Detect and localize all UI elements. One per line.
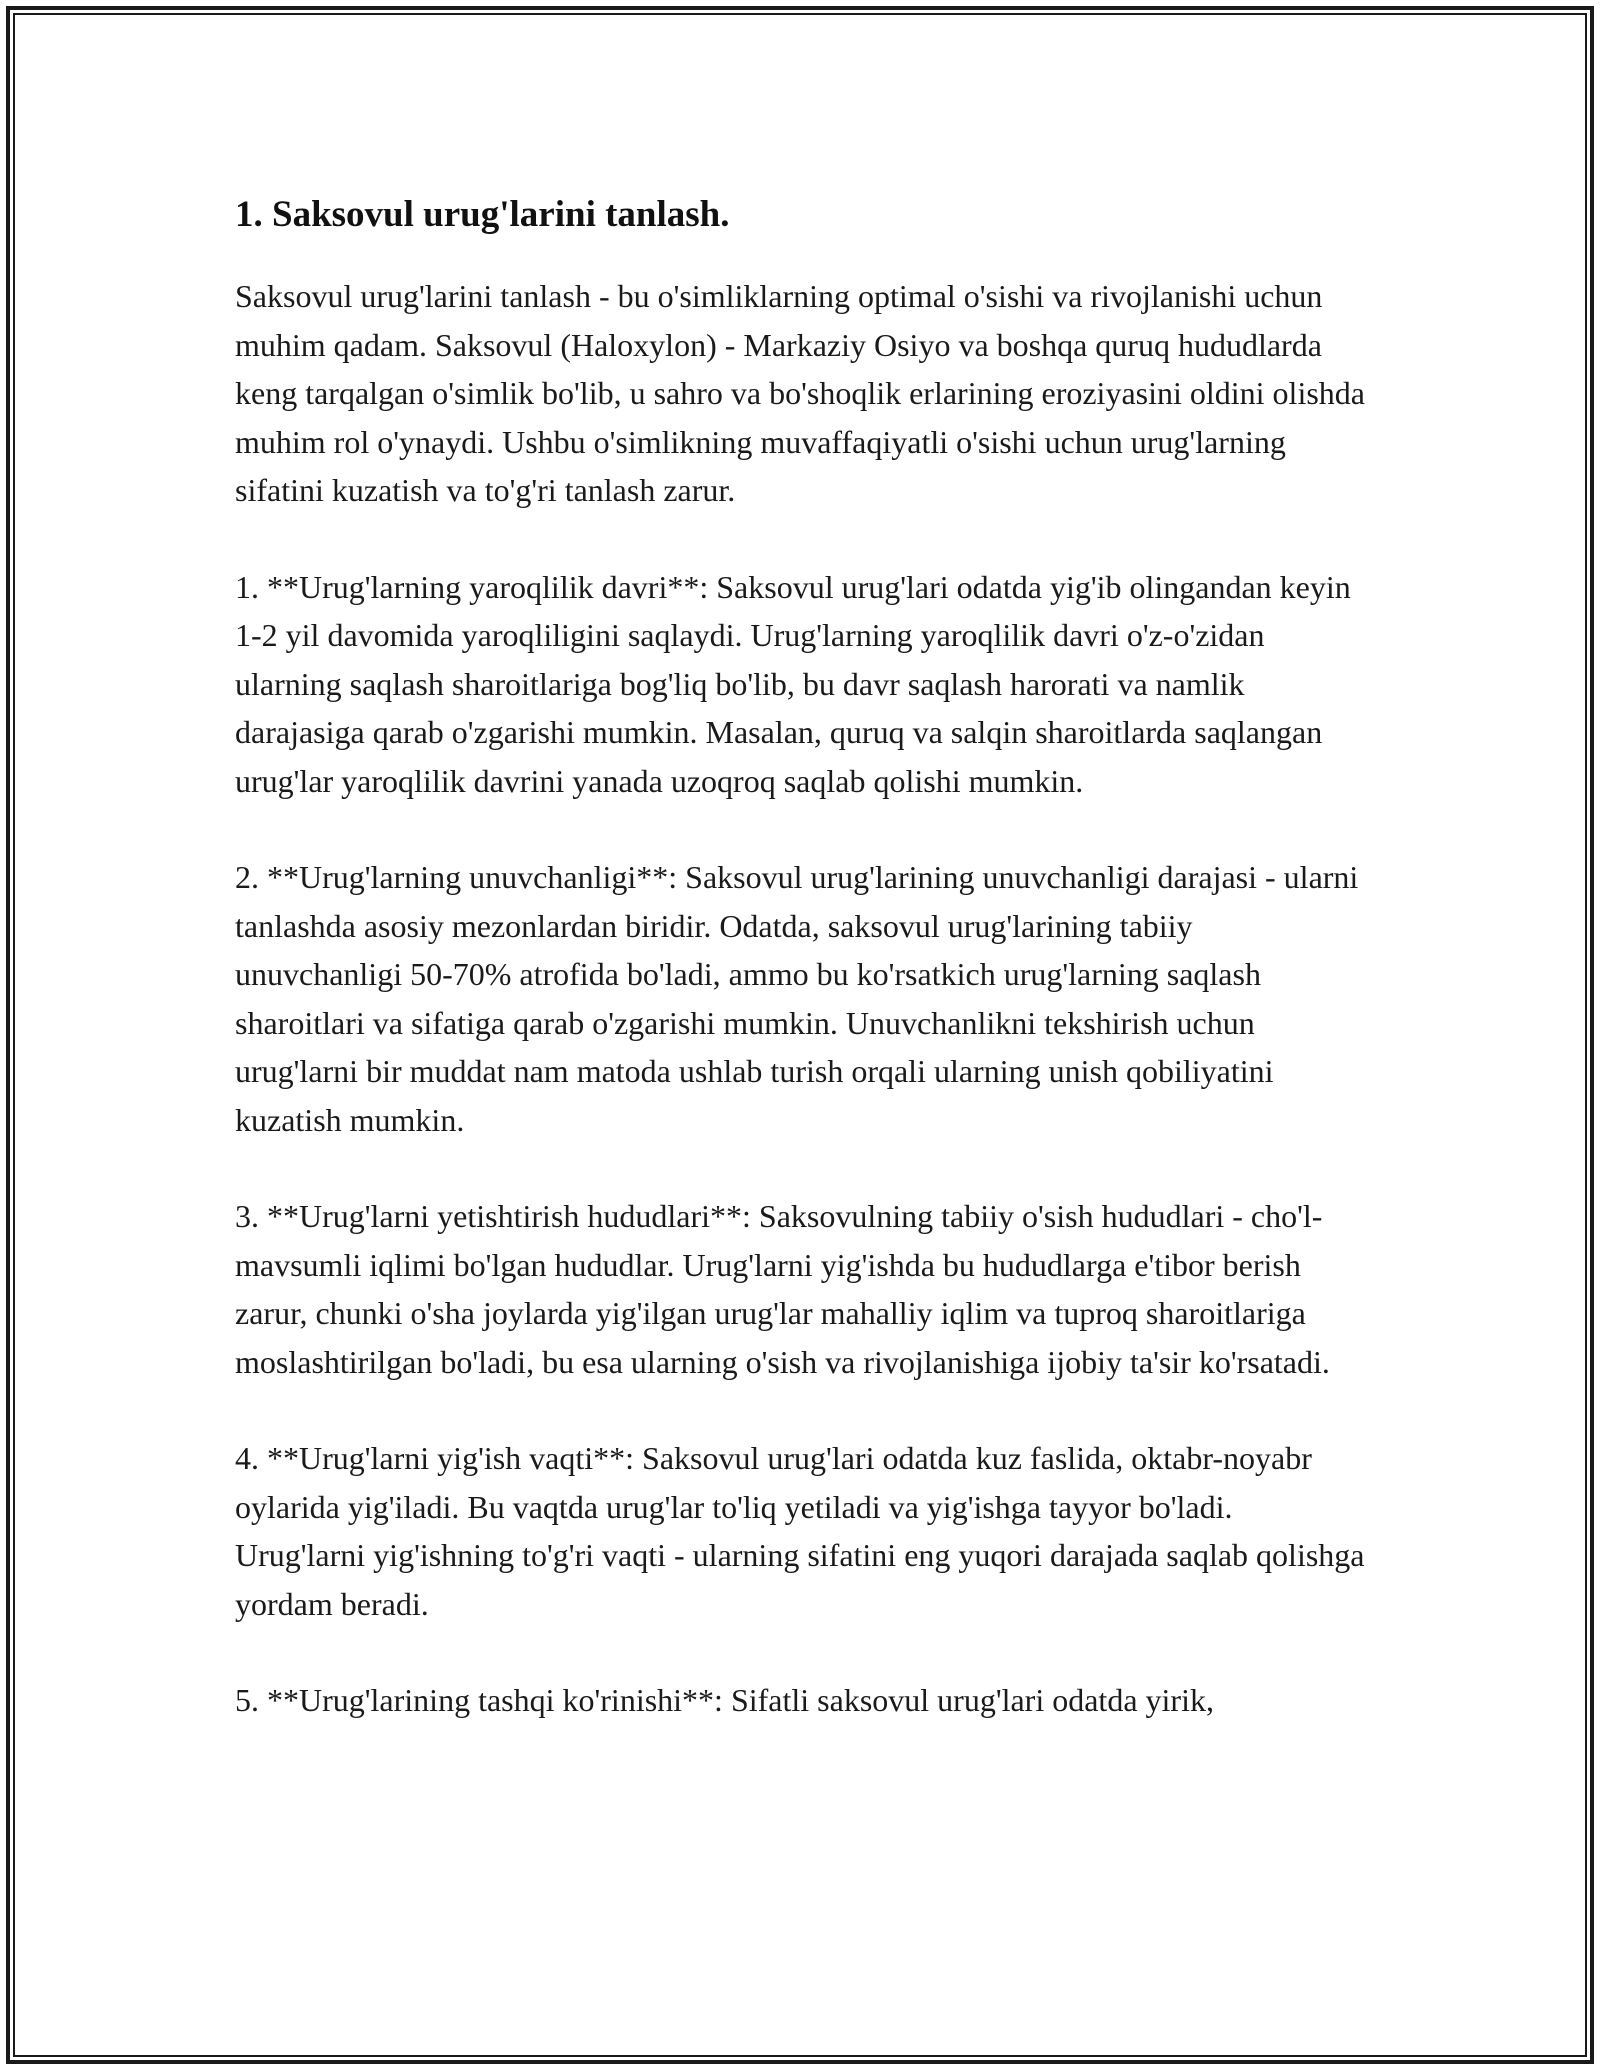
- paragraph-item-5: 5. **Urug'larining tashqi ko'rinishi**: Sifatli saksovul urug'lari odatda yirik,: [235, 1682, 1214, 1718]
- paragraph-item-1: 1. **Urug'larning yaroqlilik davri**: Saksovul urug'lari odatda yig'ib olingandan keyin 1-2 yil davomida yaroqliligini saqlaydi. Urug'larning yaroqlilik davri o'z-o'zidan ularning saqlash sharoitlariga bog'liq bo'lib, bu davr saqlash harorati va namlik darajasiga qarab o'zgarishi mumkin. Masalan, quruq va salqin sharoitlarda saqlangan urug'lar yaroqlilik davrini yanada uzoqroq saqlab qolishi mumkin.: [235, 568, 1351, 799]
- paragraph-item-4: 4. **Urug'larni yig'ish vaqti**: Saksovul urug'lari odatda kuz faslida, oktabr-noyabr oylarida yig'iladi. Bu vaqtda urug'lar to'liq yetiladi va yig'ishga tayyor bo'ladi. Urug'larni yig'ishning to'g'ri vaqti - ularning sifatini eng yuqori darajada saqlab qolishga yordam beradi.: [235, 1440, 1365, 1622]
- section-heading: 1. Saksovul urug'larini tanlash.: [235, 194, 730, 235]
- paragraph-item-2: 2. **Urug'larning unuvchanligi**: Saksovul urug'larining unuvchanligi darajasi - ularni tanlashda asosiy mezonlardan biridir. Odatda, saksovul urug'larining tabiiy unuvchanligi 50-70% atrofida bo'ladi, ammo bu ko'rsatkich urug'larning saqlash sharoitlari va sifatiga qarab o'zgarishi mumkin. Unuvchanlikni tekshirish uchun urug'larni bir muddat nam matoda ushlab turish orqali ularning unish qobiliyatini kuzatish mumkin.: [235, 859, 1359, 1138]
- paragraph-item-3: 3. **Urug'larni yetishtirish hududlari**: Saksovulning tabiiy o'sish hududlari - cho'l-mavsumli iqlimi bo'lgan hududlar. Urug'larni yig'ishda bu hududlarga e'tibor berish zarur, chunki o'sha joylarda yig'ilgan urug'lar mahalliy iqlim va tuproq sharoitlariga moslashtirilgan bo'ladi, bu esa ularning o'sish va rivojlanishiga ijobiy ta'sir ko'rsatadi.: [235, 1198, 1330, 1380]
- paragraph-intro: Saksovul urug'larini tanlash - bu o'simliklarning optimal o'sishi va rivojlanishi uchun muhim qadam. Saksovul (Haloxylon) - Markaziy Osiyo va boshqa quruq hududlarda keng tarqalgan o'simlik bo'lib, u sahro va bo'shoqlik erlarining eroziyasini oldini olishda muhim rol o'ynaydi. Ushbu o'simlikning muvaffaqiyatli o'sishi uchun urug'larning sifatini kuzatish va to'g'ri tanlash zarur.: [235, 278, 1365, 508]
- document-body: [235, 186, 1365, 1773]
